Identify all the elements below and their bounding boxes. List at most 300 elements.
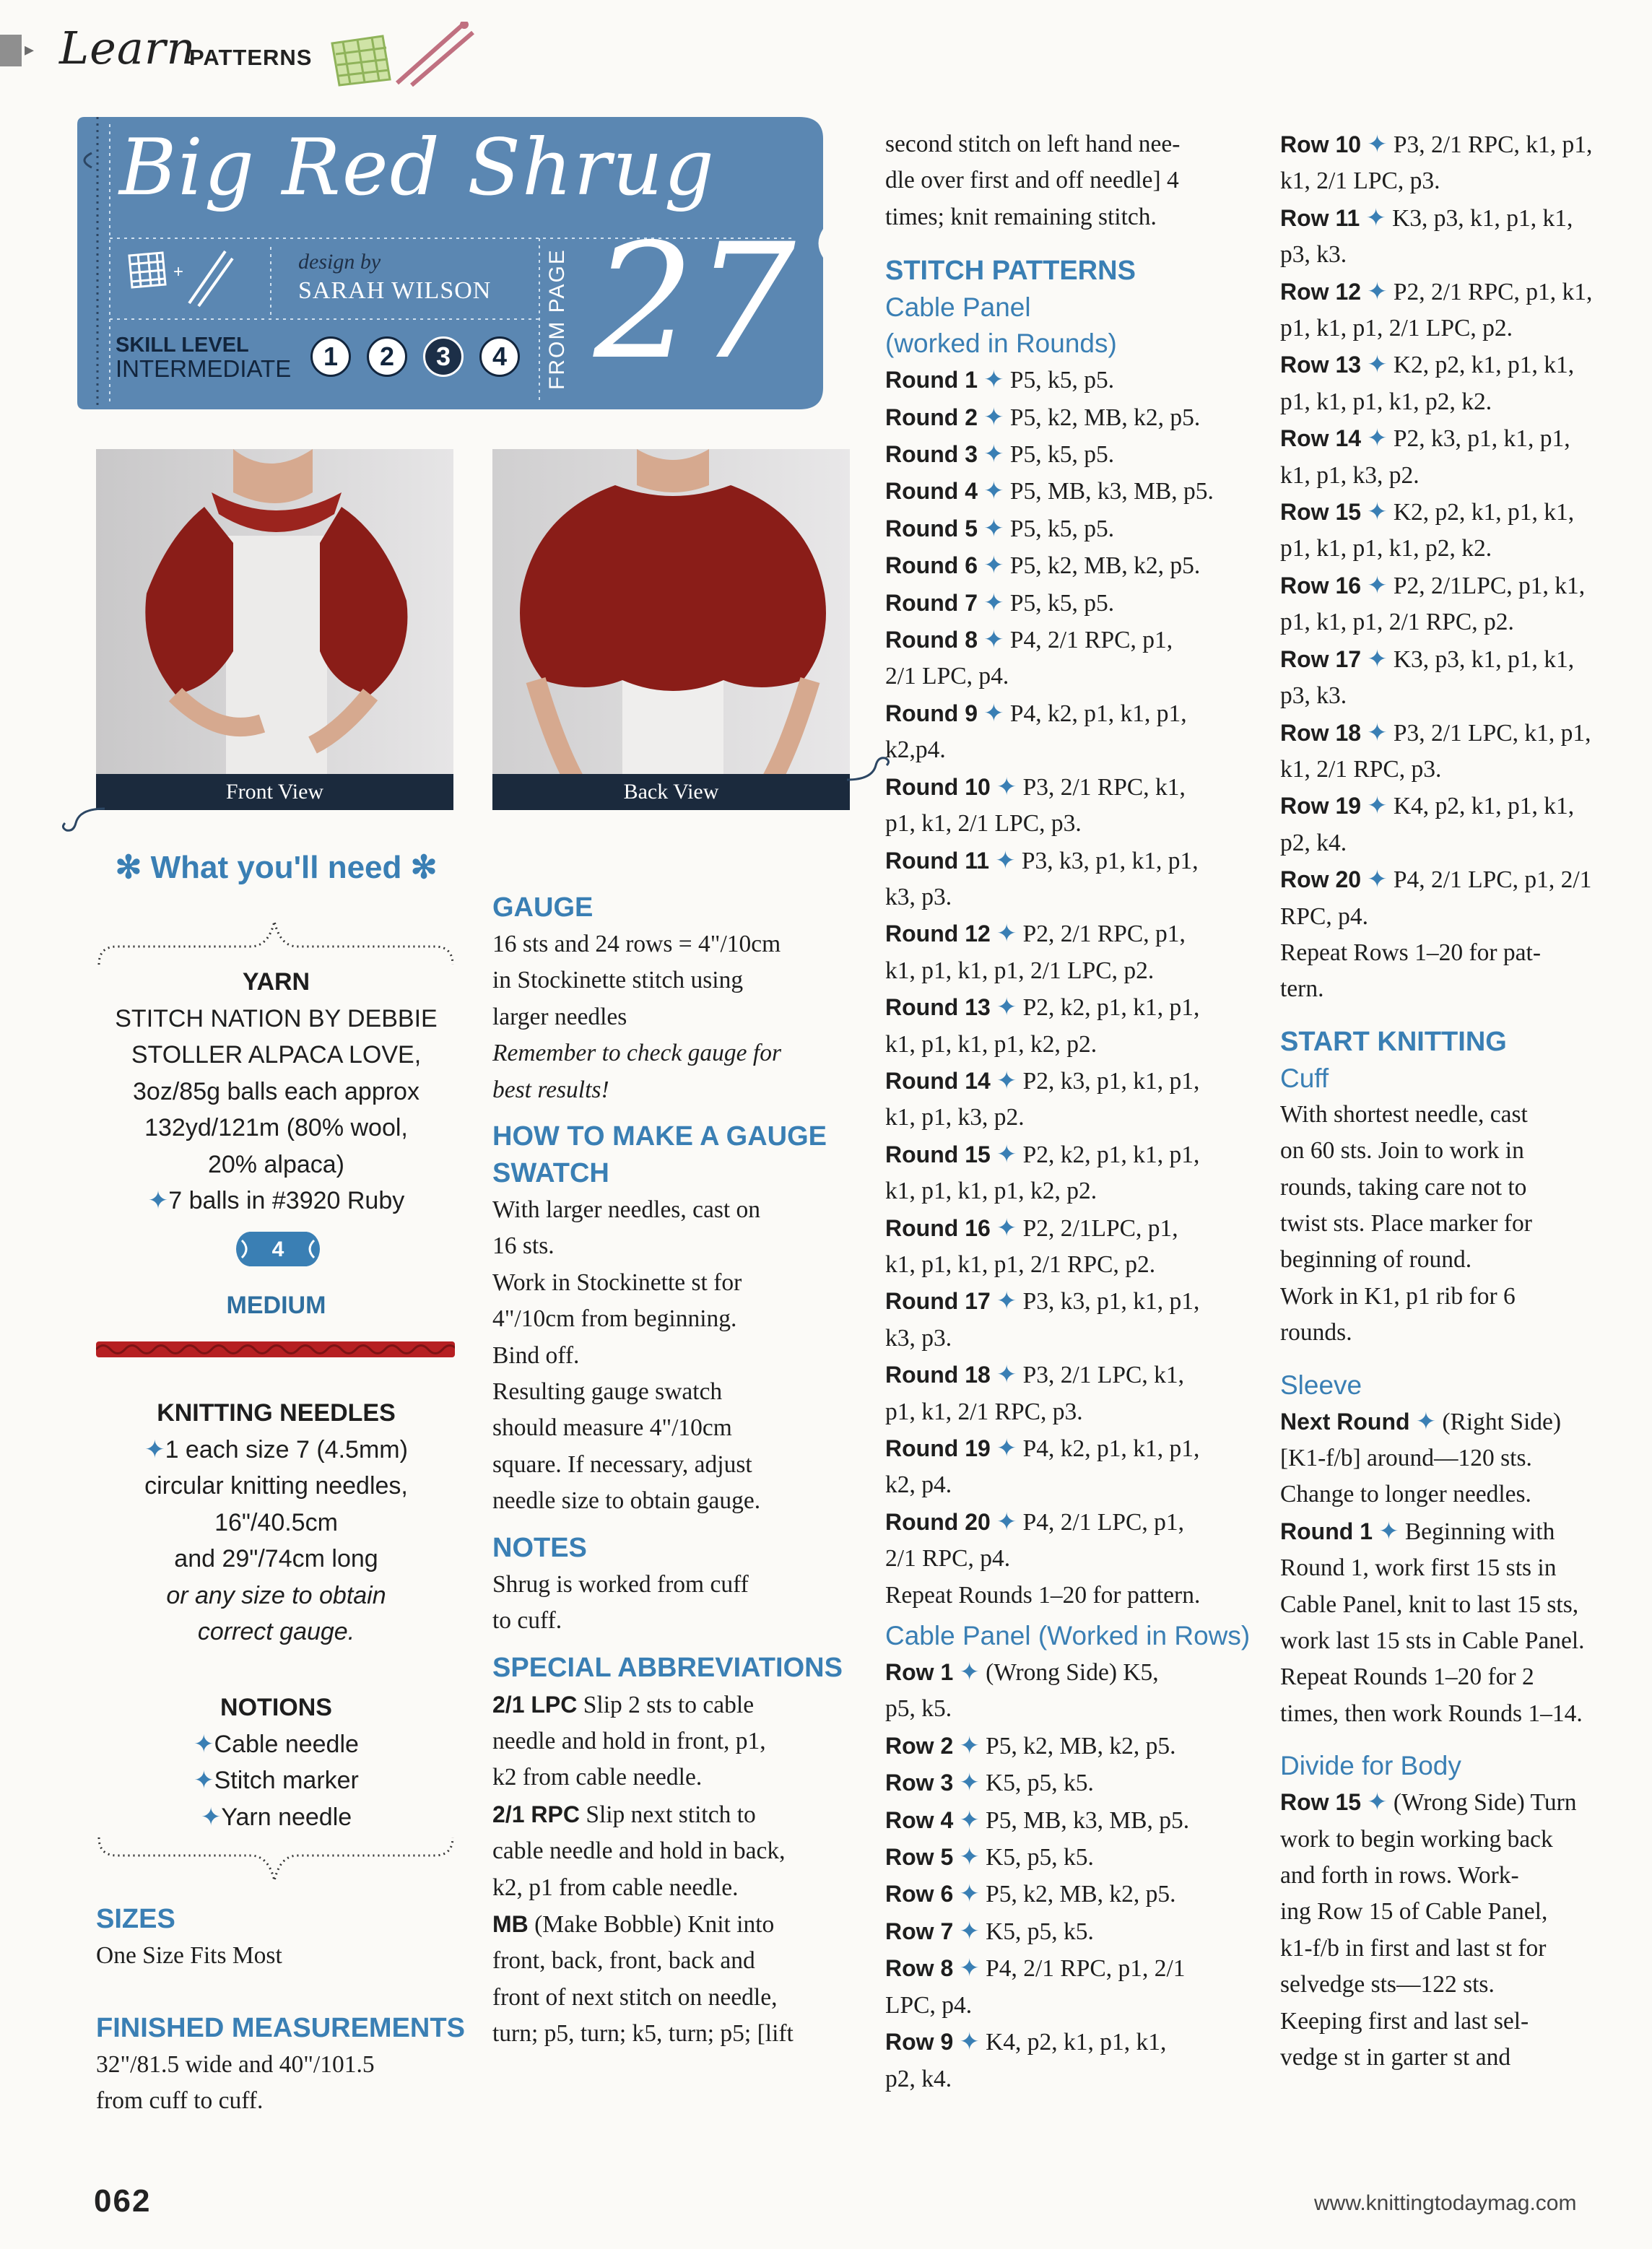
instruction-label: Row 16 [1280, 572, 1362, 599]
instruction-text: P5, k5, p5. [1009, 367, 1115, 394]
diamond-icon: ✦ [1361, 719, 1394, 747]
text-line: beginning of round. [1280, 1246, 1472, 1274]
instruction-line [885, 769, 1261, 806]
diamond-icon: ✦ [144, 1435, 165, 1463]
front-view-photo [96, 449, 453, 810]
diamond-icon: ✦ [990, 1141, 1023, 1168]
instruction-continuation: p1, k1, p1, k1, p2, k2. [1280, 388, 1492, 415]
diamond-icon: ✦ [990, 773, 1023, 801]
text-line: work last 15 sts in Cable Panel. [1280, 1627, 1585, 1655]
instruction-continuation: k1, p1, k1, p1, 2/1 LPC, p2. [885, 957, 1155, 984]
text-line: larger needles [492, 1003, 627, 1030]
instruction-line [885, 1728, 1261, 1765]
yarn-heading: YARN [242, 968, 310, 996]
header-arrow-icon: ▸ [25, 39, 35, 61]
sleeve-round-1: Round 1 ✦ Beginning with [1280, 1518, 1555, 1545]
instruction-line [885, 915, 1261, 952]
text-line: and forth in rows. Work- [1280, 1862, 1519, 1889]
instruction-text: P5, k2, MB, k2, p5. [1009, 552, 1201, 580]
text-line: second stitch on left hand nee- [885, 131, 1181, 157]
instruction-line [1280, 200, 1641, 237]
sizes-text: One Size Fits Most [96, 1942, 282, 1969]
instruction-text: P3, 2/1 LPC, k1, [1022, 1362, 1184, 1389]
instruction-continuation: k2, p4. [885, 1471, 952, 1499]
yarn-line: 20% alpaca) [207, 1150, 344, 1178]
instruction-label: Round 20 [885, 1508, 991, 1535]
instruction-text: P2, k3, p1, k1, p1, [1393, 425, 1570, 453]
swirl-ornament-icon [843, 751, 894, 787]
yarn-line: 132yd/121m (80% wool, [144, 1114, 408, 1141]
website-url: www.knittingtodaymag.com [1314, 2191, 1577, 2215]
instruction-text: P2, k3, p1, k1, p1, [1022, 1067, 1200, 1095]
measurements-heading: FINISHED MEASUREMENTS [96, 2013, 465, 2043]
instruction-continuation: k3, p3. [885, 883, 952, 910]
text-line: Work in Stockinette st for [492, 1269, 742, 1296]
instruction-line [885, 1210, 1261, 1247]
instruction-label: Row 14 [1280, 425, 1362, 452]
yarn-section [101, 964, 451, 1219]
text-line: selvedge sts—122 sts. [1280, 1971, 1495, 1998]
diamond-icon: ✦ [147, 1187, 169, 1214]
instruction-label: Row 6 [885, 1881, 954, 1907]
instruction-text: P2, 2/1 RPC, p1, k1, [1393, 278, 1593, 305]
instruction-line [885, 843, 1261, 879]
instruction-text: P5, MB, k3, MB, p5. [986, 1806, 1190, 1834]
instruction-text: P2, 2/1LPC, p1, k1, [1393, 572, 1586, 599]
column-3 [885, 126, 1261, 2097]
instruction-text: P2, k2, p1, k1, p1, [1022, 1141, 1200, 1168]
instruction-label: Row 8 [885, 1955, 954, 1982]
instruction-line [885, 510, 1261, 547]
text-line: ing Row 15 of Cable Panel, [1280, 1898, 1548, 1926]
instruction-continuation: p1, k1, 2/1 LPC, p3. [885, 810, 1082, 838]
text-line: needle size to obtain gauge. [492, 1487, 761, 1515]
instruction-continuation: p5, k5. [885, 1695, 952, 1723]
diamond-icon: ✦ [1361, 866, 1394, 894]
instruction-text: P4, 2/1 LPC, p1, [1022, 1508, 1184, 1536]
instruction-text: P4, 2/1 LPC, p1, 2/1 [1393, 866, 1592, 894]
instruction-continuation: RPC, p4. [1280, 902, 1368, 930]
diamond-icon: ✦ [977, 627, 1010, 654]
dotted-brace-bottom [95, 1830, 456, 1902]
diamond-icon: ✦ [990, 1362, 1023, 1389]
text-line: With shortest needle, cast [1280, 1100, 1528, 1128]
diamond-icon: ✦ [990, 994, 1023, 1022]
instruction-line [885, 1802, 1261, 1839]
rounds-list [885, 362, 1261, 1577]
instruction-line [1280, 274, 1641, 310]
notes-heading: NOTES [492, 1532, 587, 1563]
instruction-line [1280, 347, 1641, 383]
divide-body-heading: Divide for Body [1280, 1751, 1461, 1781]
text-line: on 60 sts. Join to work in [1280, 1137, 1524, 1165]
instruction-line [885, 1913, 1261, 1950]
text-line: Change to longer needles. [1280, 1481, 1531, 1508]
notion-item: ✦Stitch marker [194, 1767, 359, 1794]
measurements-section [96, 2010, 471, 2120]
instruction-line [885, 547, 1261, 584]
abbr-mb: MB (Make Bobble) Knit into [492, 1910, 775, 1938]
diamond-icon: ✦ [200, 1803, 222, 1831]
diamond-icon: ✦ [953, 1806, 986, 1834]
diamond-icon: ✦ [1415, 1408, 1436, 1435]
instruction-line [885, 1430, 1261, 1467]
instruction-continuation: p1, k1, p1, k1, p2, k2. [1280, 535, 1492, 562]
diamond-icon: ✦ [953, 1955, 986, 1983]
text-line: Repeat Rounds 1–20 for 2 [1280, 1663, 1534, 1691]
text-line: k2 from cable needle. [492, 1764, 703, 1791]
instruction-line [885, 1765, 1261, 1801]
notion-item: ✦Cable needle [194, 1730, 359, 1758]
instruction-label: Row 18 [1280, 719, 1362, 746]
instruction-line [885, 1063, 1261, 1100]
instruction-text: K2, p2, k1, p1, k1, [1393, 499, 1575, 526]
instruction-continuation: k1, p1, k1, p1, k2, p2. [885, 1030, 1097, 1058]
front-view-caption: Front View [96, 774, 453, 810]
instruction-line [1280, 567, 1641, 604]
text-line: rounds. [1280, 1319, 1352, 1347]
svg-text:+: + [173, 262, 184, 282]
diamond-icon: ✦ [1367, 1789, 1388, 1817]
instruction-continuation: p2, k4. [1280, 829, 1347, 856]
diamond-icon: ✦ [1361, 278, 1394, 305]
instruction-line [1280, 494, 1641, 531]
text-line: vedge st in garter st and [1280, 2044, 1511, 2071]
yarn-weight-icon [235, 1227, 321, 1271]
measurements-line: from cuff to cuff. [96, 2087, 264, 2115]
from-page-number: 27 [594, 209, 796, 394]
text-line: Work in K1, p1 rib for 6 [1280, 1282, 1516, 1310]
instruction-label: Row 5 [885, 1844, 954, 1871]
instruction-text: P4, 2/1 RPC, p1, 2/1 [986, 1955, 1186, 1983]
diamond-icon: ✦ [1361, 352, 1394, 379]
cable-panel-heading: Cable Panel [885, 292, 1031, 323]
yarn-strand-image [96, 1336, 455, 1362]
instruction-line [1280, 420, 1641, 457]
instruction-continuation: k2,p4. [885, 736, 946, 764]
instruction-label: Row 2 [885, 1732, 954, 1759]
instruction-text: P4, 2/1 RPC, p1, [1009, 627, 1173, 654]
skill-level-value: INTERMEDIATE [116, 355, 292, 382]
instruction-continuation: k1, 2/1 RPC, p3. [1280, 755, 1442, 783]
instruction-line [885, 1136, 1261, 1173]
diamond-icon: ✦ [953, 1881, 986, 1908]
instruction-text: P4, k2, p1, k1, p1, [1022, 1435, 1200, 1462]
instruction-text: P2, 2/1 RPC, p1, [1022, 921, 1186, 948]
text-line: dle over first and off needle] 4 [885, 167, 1179, 194]
text-line: square. If necessary, adjust [492, 1450, 752, 1478]
instruction-text: K4, p2, k1, p1, k1, [986, 2029, 1167, 2056]
instruction-line [885, 1876, 1261, 1913]
instruction-text: P5, k5, p5. [1009, 441, 1115, 469]
instruction-line [1280, 715, 1641, 752]
instruction-text: P2, 2/1LPC, p1, [1022, 1214, 1178, 1242]
text-line: rounds, taking care not to [1280, 1173, 1527, 1201]
instruction-text: K5, p5, k5. [986, 1844, 1094, 1871]
instruction-line [1280, 641, 1641, 678]
yarn-line: 3oz/85g balls each approx [133, 1077, 419, 1105]
diamond-icon: ✦ [990, 1067, 1023, 1095]
sleeve-heading: Sleeve [1280, 1370, 1362, 1400]
next-round: Next Round ✦ (Right Side) [1280, 1408, 1562, 1435]
yarn-amount: ✦7 balls in #3920 Ruby [147, 1187, 405, 1214]
instruction-label: Round 13 [885, 994, 991, 1021]
instruction-line [885, 1283, 1261, 1320]
text-line: Keeping first and last sel- [1280, 2007, 1529, 2035]
instruction-label: Round 2 [885, 404, 978, 430]
text-line: tern. [1280, 975, 1324, 1003]
stitch-patterns-heading: STITCH PATTERNS [885, 256, 1136, 287]
instruction-continuation: 2/1 RPC, p4. [885, 1545, 1011, 1572]
instruction-continuation: p1, k1, p1, 2/1 LPC, p2. [1280, 315, 1513, 342]
instruction-continuation: p1, k1, 2/1 RPC, p3. [885, 1398, 1083, 1425]
instruction-text: P5, k5, p5. [1009, 589, 1115, 617]
diamond-icon: ✦ [977, 404, 1010, 431]
diamond-icon: ✦ [194, 1730, 214, 1758]
skill-level-label: SKILL LEVEL [116, 334, 249, 357]
instruction-label: Row 10 [1280, 131, 1362, 157]
column-4 [1280, 126, 1641, 2076]
design-by-label: design by [298, 250, 381, 274]
column-2 [492, 889, 868, 2053]
instruction-line [885, 622, 1261, 658]
text-line: front, back, front, back and [492, 1947, 755, 1975]
text-line: 4"/10cm from beginning. [492, 1305, 737, 1333]
yarn-weight-name: MEDIUM [226, 1292, 326, 1319]
diamond-icon: ✦ [990, 1214, 1023, 1242]
instruction-continuation: k1, p1, k1, p1, 2/1 RPC, p2. [885, 1250, 1156, 1278]
notions-section [101, 1689, 451, 1835]
diamond-icon: ✦ [977, 478, 1010, 505]
weight-label [101, 1287, 451, 1324]
diamond-icon: ✦ [977, 367, 1010, 394]
text-line: needle and hold in front, p1, [492, 1727, 766, 1754]
diamond-icon: ✦ [977, 441, 1010, 469]
instruction-line [885, 2024, 1261, 2061]
notions-heading: NOTIONS [220, 1694, 332, 1721]
gauge-heading: GAUGE [492, 892, 594, 923]
instruction-label: Round 5 [885, 515, 978, 541]
needles-heading: KNITTING NEEDLES [157, 1399, 396, 1427]
instruction-continuation: k1, p1, k3, p2. [885, 1104, 1025, 1131]
instruction-label: Row 9 [885, 2029, 954, 2056]
instruction-text: P3, 2/1 LPC, k1, p1, [1393, 719, 1591, 747]
diamond-icon: ✦ [953, 1659, 986, 1687]
instruction-text: P2, k2, p1, k1, p1, [1022, 994, 1200, 1022]
diamond-icon: ✦ [1361, 645, 1394, 673]
instruction-label: Round 9 [885, 700, 978, 726]
diamond-icon: ✦ [977, 515, 1010, 542]
cable-panel-rows-heading: Cable Panel (Worked in Rows) [885, 1621, 1251, 1651]
instruction-continuation: p3, k3. [1280, 241, 1347, 269]
instruction-text: K3, p3, k1, p1, k1, [1392, 204, 1573, 232]
instruction-label: Row 12 [1280, 278, 1362, 305]
instruction-label: Row 3 [885, 1770, 954, 1796]
instruction-line [885, 473, 1261, 510]
instruction-label: Round 10 [885, 773, 991, 800]
text-line: work to begin working back [1280, 1825, 1553, 1853]
instruction-continuation: k1, p1, k1, p1, k2, p2. [885, 1178, 1097, 1205]
instruction-continuation: p1, k1, p1, 2/1 RPC, p2. [1280, 609, 1514, 636]
asterisk-icon: ✻ [115, 850, 151, 885]
diamond-icon: ✦ [194, 1767, 214, 1794]
instruction-text: K5, p5, k5. [986, 1770, 1094, 1797]
needles-note: correct gauge. [197, 1618, 355, 1645]
text-line: to cuff. [492, 1607, 562, 1635]
instruction-text: K2, p2, k1, p1, k1, [1393, 352, 1575, 379]
diamond-icon: ✦ [977, 552, 1010, 580]
notion-item: ✦Yarn needle [200, 1803, 352, 1831]
instruction-line [885, 695, 1261, 732]
diamond-icon: ✦ [1361, 131, 1394, 158]
instruction-text: P5, k2, MB, k2, p5. [986, 1881, 1176, 1908]
instruction-text: P3, 2/1 RPC, k1, [1022, 773, 1186, 801]
instruction-text: K5, p5, k5. [986, 1918, 1094, 1945]
skill-level-1: 1 [310, 336, 351, 377]
instruction-label: Row 19 [1280, 793, 1362, 819]
cable-panel-subheading: (worked in Rounds) [885, 329, 1117, 359]
instruction-line [1280, 861, 1641, 898]
text-line: times; knit remaining stitch. [885, 203, 1157, 230]
needles-section [101, 1395, 451, 1650]
from-page-label: FROM PAGE [545, 248, 569, 390]
instruction-label: Row 4 [885, 1806, 954, 1833]
diamond-icon: ✦ [1361, 499, 1394, 526]
text-line: best results! [492, 1076, 609, 1103]
text-line: Cable Panel, knit to last 15 sts, [1280, 1591, 1579, 1618]
yarn-weight-number: 4 [271, 1237, 284, 1261]
back-view-photo [492, 449, 850, 810]
text-line: k1-f/b in first and last st for [1280, 1934, 1547, 1962]
diamond-icon: ✦ [990, 921, 1023, 948]
instruction-text: (Wrong Side) K5, [986, 1659, 1159, 1687]
text-line: Shrug is worked from cuff [492, 1570, 749, 1598]
instruction-line [885, 1950, 1261, 1987]
text-line: cable needle and hold in back, [492, 1837, 786, 1865]
yarn-line: STITCH NATION BY DEBBIE [115, 1004, 438, 1032]
abbr-2-1-lpc: 2/1 LPC Slip 2 sts to cable [492, 1691, 755, 1718]
instruction-text: P5, MB, k3, MB, p5. [1009, 478, 1214, 505]
needles-line: 16"/40.5cm [214, 1508, 338, 1536]
instruction-label: Round 12 [885, 921, 991, 947]
instruction-continuation: k3, p3. [885, 1324, 952, 1352]
diamond-icon: ✦ [990, 1288, 1023, 1315]
text-line: Repeat Rounds 1–20 for pattern. [885, 1581, 1201, 1609]
body-row-15: Row 15 ✦ (Wrong Side) Turn [1280, 1789, 1577, 1817]
what-you-need-title: ✻ What you'll need ✻ [115, 850, 438, 885]
instruction-continuation: k1, p1, k3, p2. [1280, 461, 1420, 489]
instruction-text: P3, k3, p1, k1, p1, [1022, 1288, 1200, 1315]
diamond-icon: ✦ [977, 589, 1010, 617]
diamond-icon: ✦ [1361, 425, 1394, 453]
instruction-line [885, 1654, 1261, 1691]
instruction-label: Row 7 [885, 1918, 954, 1944]
diamond-icon: ✦ [953, 2029, 986, 2056]
instruction-text: P4, k2, p1, k1, p1, [1009, 700, 1187, 727]
header-learn: Learn [59, 22, 196, 74]
diamond-icon: ✦ [1360, 204, 1393, 232]
measurements-line: 32"/81.5 wide and 40"/101.5 [96, 2051, 375, 2078]
diamond-icon: ✦ [953, 1770, 986, 1797]
text-line: Round 1, work first 15 sts in [1280, 1554, 1557, 1582]
diamond-icon: ✦ [989, 847, 1022, 874]
instruction-text: K3, p3, k1, p1, k1, [1393, 645, 1575, 673]
abbr-2-1-rpc: 2/1 RPC Slip next stitch to [492, 1801, 756, 1828]
instruction-text: P3, 2/1 RPC, k1, p1, [1393, 131, 1593, 158]
page-number: 062 [94, 2183, 152, 2219]
instruction-line [885, 399, 1261, 436]
swirl-ornament-icon [58, 801, 108, 838]
instruction-text: P5, k2, MB, k2, p5. [986, 1732, 1176, 1759]
start-knitting-heading: START KNITTING [1280, 1026, 1507, 1057]
text-line: in Stockinette stitch using [492, 967, 744, 994]
asterisk-icon: ✻ [401, 850, 438, 885]
cuff-heading: Cuff [1280, 1063, 1329, 1093]
instruction-label: Round 17 [885, 1288, 991, 1315]
needles-line: ✦1 each size 7 (4.5mm) [144, 1435, 408, 1463]
instruction-label: Row 11 [1280, 204, 1360, 231]
instruction-label: Round 8 [885, 627, 978, 653]
instruction-line [1280, 126, 1641, 163]
instruction-line [885, 585, 1261, 622]
text-line: front of next stitch on needle, [492, 1983, 778, 2011]
text-line: should measure 4"/10cm [492, 1414, 732, 1442]
instruction-continuation: k1, 2/1 LPC, p3. [1280, 168, 1440, 195]
needles-note: or any size to obtain [166, 1581, 386, 1609]
needles-swatch-icon [318, 22, 484, 87]
text-line: With larger needles, cast on [492, 1196, 761, 1224]
text-line: Bind off. [492, 1341, 580, 1369]
diamond-icon: ✦ [1361, 572, 1394, 599]
instruction-label: Row 15 [1280, 499, 1362, 526]
needles-line: circular knitting needles, [144, 1472, 408, 1500]
diamond-icon: ✦ [953, 1918, 986, 1945]
dotted-brace-top [95, 900, 456, 972]
text-line: turn; p5, turn; k5, turn; p5; [lift [492, 2020, 794, 2048]
instruction-continuation: p3, k3. [1280, 682, 1347, 710]
instruction-line [885, 362, 1261, 399]
text-line: Remember to check gauge for [492, 1040, 781, 1067]
instruction-label: Round 16 [885, 1214, 991, 1241]
back-view-caption: Back View [492, 774, 850, 810]
yarn-line: STOLLER ALPACA LOVE, [131, 1041, 422, 1069]
instruction-continuation: p2, k4. [885, 2065, 952, 2092]
instruction-line [885, 1504, 1261, 1541]
text-line: [K1-f/b] around—120 sts. [1280, 1445, 1532, 1471]
text-line: Resulting gauge swatch [492, 1378, 723, 1406]
instruction-line [885, 989, 1261, 1026]
rows-list [1280, 126, 1641, 935]
instruction-label: Row 17 [1280, 645, 1362, 672]
pattern-title: Big Red Shrug [119, 123, 716, 213]
instruction-label: Row 20 [1280, 866, 1362, 893]
needles-line: and 29"/74cm long [174, 1545, 378, 1572]
header-section: PATTERNS [189, 45, 313, 70]
swatch-heading: SWATCH [492, 1158, 609, 1189]
instruction-label: Row 1 [885, 1659, 954, 1686]
text-line: Repeat Rows 1–20 for pat- [1280, 939, 1541, 966]
skill-level-3: 3 [423, 336, 464, 377]
diamond-icon: ✦ [977, 700, 1010, 727]
instruction-label: Round 4 [885, 478, 978, 505]
designer-name: SARAH WILSON [298, 277, 492, 304]
instruction-text: P3, k3, p1, k1, p1, [1021, 847, 1199, 874]
text-line: k2, p1 from cable needle. [492, 1874, 739, 1901]
instruction-line [885, 1357, 1261, 1393]
instruction-label: Round 14 [885, 1067, 991, 1094]
instruction-line [885, 1839, 1261, 1876]
sizes-section [96, 1901, 471, 1974]
